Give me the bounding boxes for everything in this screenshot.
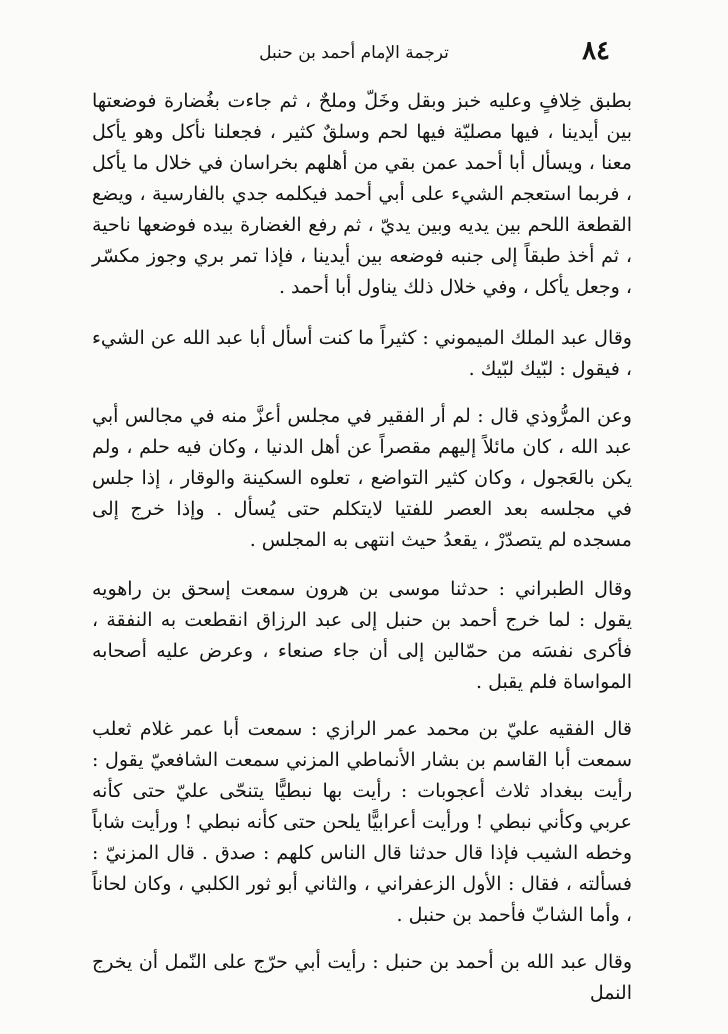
running-title: ترجمة الإمام أحمد بن حنبل (259, 43, 449, 63)
paragraph-1: بطبق خِلافٍ وعليه خبز وبقل وخَلّ وملحٌ ، ثم جاءت بغُضارة فوضعتها بين أيدينا ، فيها مصليّة فيها لحم وسلقٌ كثير ، فجعلنا نأكل وهو يأكل معنا ، ويسأل أبا أحمد عمن بقي من أهلهم بخراسان في خلال ما يأكل ، فربما استعجم الشيء على أبي أحمد فيكلمه جدي بالفارسية ، ويضع القطعة اللحم بين يديه وبين يديّ ، ثم رفع الغضارة بيده فوضعها ناحية ، ثم أخذ طبقاً إلى جنبه فوضعه بين أيدينا ، فإذا تمر بري وجوز مكسّر ، وجعل يأكل ، وفي خلال ذلك يناول أبا أحمد . (92, 90, 632, 298)
paragraph-3: وعن المرُّوذي قال : لم أر الفقير في مجلس أعزَّ منه في مجالس أبي عبد الله ، كان مائلاً إليهم مقصراً عن أهل الدنيا ، وكان فيه حلم ، ولم يكن بالعَجول ، وكان كثير التواضع ، تعلوه السكينة والوقار ، إذا جلس في مجلسه بعد العصر للفتيا لايتكلم حتى يُسأل . وإذا خرج إلى مسجده لم يتصدّرْ ، يقعدُ حيث انتهى به المجلس . (92, 405, 632, 551)
paragraph-4: وقال الطبراني : حدثنا موسى بن هرون سمعت إسحق بن راهويه يقول : لما خرج أحمد بن حنبل إلى عبد الرزاق انقطعت به النفقة ، فأكرى نفسَه من حمّالين إلى أن جاء صنعاء ، وعرض عليه أصحابه المواساة فلم يقبل . (92, 578, 632, 693)
page-header (80, 36, 628, 70)
paragraph-5: قال الفقيه عليّ بن محمد عمر الرازي : سمعت أبا عمر غلام ثعلب سمعت أبا القاسم بن بشار الأنماطي المزني سمعت الشافعيّ يقول : رأيت ببغداد ثلاث أعجوبات : رأيت بها نبطيًّا يتنحّى عليّ حتى كأنه عربي وكأني نبطي ! ورأيت أعرابيًّا يلحن حتى كأنه نبطي ! ورأيت شاباً وخطه الشيب فإذا قال حدثنا قال الناس كلهم : صدق . قال المزنيّ : فسألته ، فقال : الأول الزعفراني ، والثاني أبو ثور الكلبي ، وكان لحاناً ، وأما الشابّ فأحمد بن حنبل . (92, 718, 632, 926)
paragraph-2: وقال عبد الملك الميموني : كثيراً ما كنت أسأل أبا عبد الله عن الشيء ، فيقول : لبّيك لبّيك . (92, 327, 632, 380)
paragraph-6: وقال عبد الله بن أحمد بن حنبل : رأيت أبي حرّج على النّمل أن يخرج النمل (92, 951, 632, 1004)
page-number: ٨٤ (582, 36, 610, 66)
body-text (92, 86, 632, 1027)
